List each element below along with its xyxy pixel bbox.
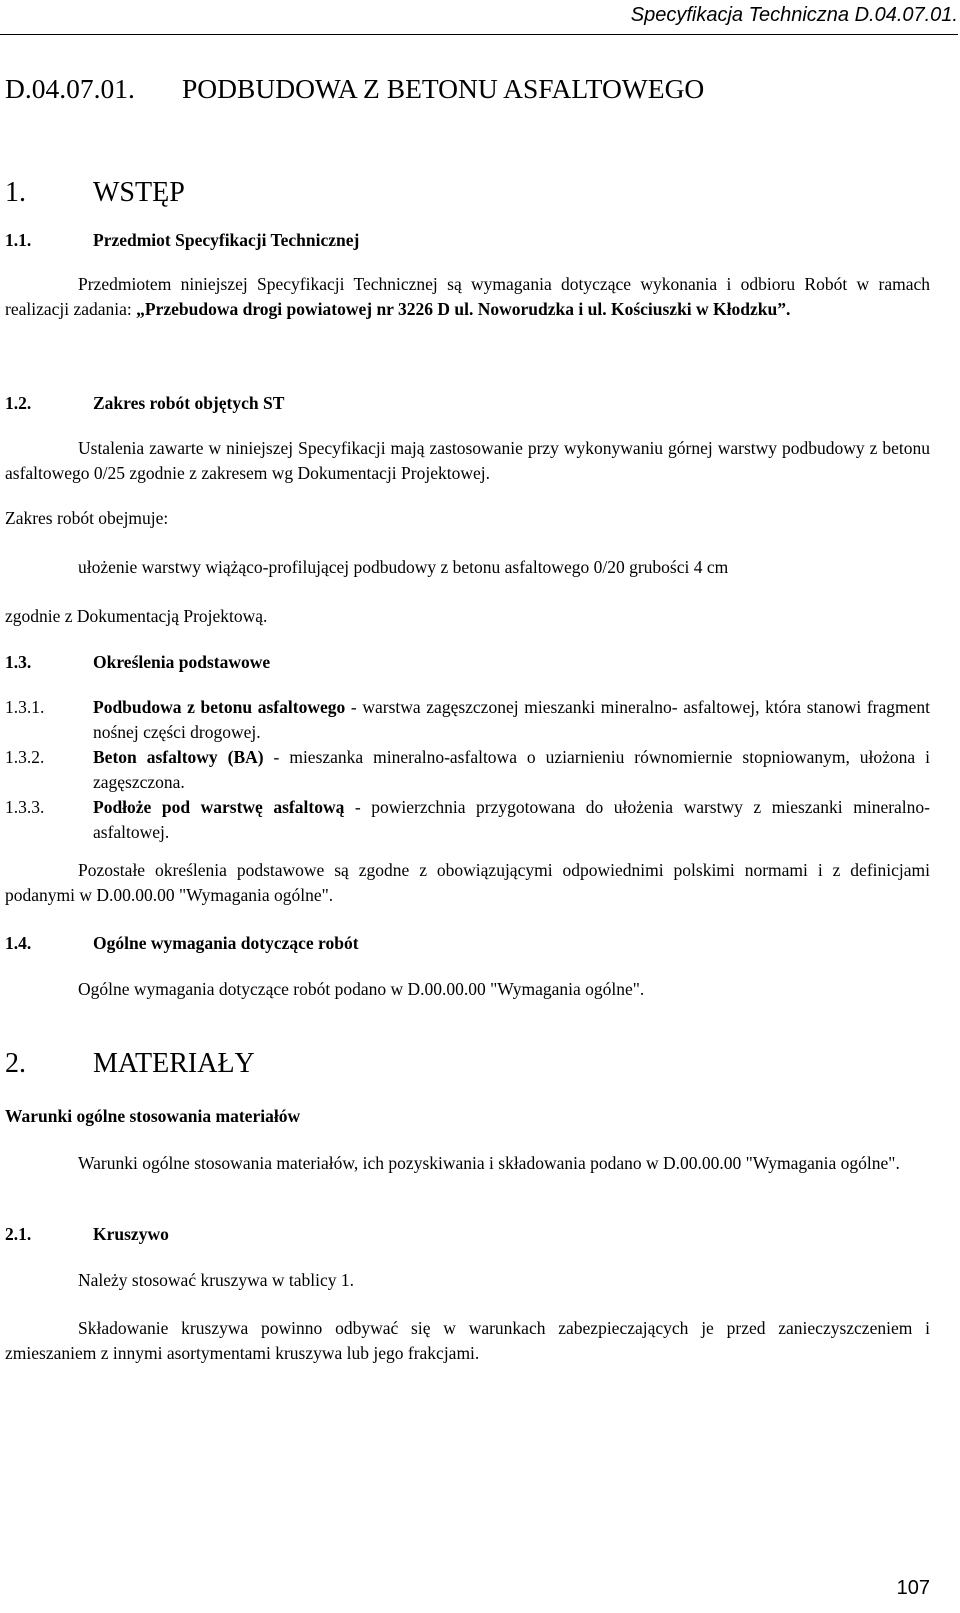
paragraph-text: Pozostałe określenia podstawowe są zgodne z obowiązującymi odpowiednimi polskimi normami i z definicjami podanymi w D.00.00.00 "Wymagania ogólne". (5, 860, 930, 905)
paragraph-text: Składowanie kruszywa powinno odbywać się w warunkach zabezpieczających je przed zanieczyszczeniem i zmieszaniem z innymi asortymentami kruszywa lub jego frakcjami. (5, 1318, 930, 1363)
definition-item (5, 695, 930, 745)
subsection-title: Ogólne wymagania dotyczące robót (93, 933, 359, 953)
paragraph-aggregate-storage (5, 1316, 930, 1366)
definition-text: - warstwa zagęszczonej mieszanki mineralno- asfaltowej, która stanowi fragment nośnej części drogowej. (93, 697, 930, 742)
paragraph-aggregate-use: Należy stosować kruszywa w tablicy 1. (78, 1270, 355, 1290)
paragraph-general-requirements: Ogólne wymagania dotyczące robót podano w D.00.00.00 "Wymagania ogólne". (78, 979, 645, 999)
paragraph-text: Warunki ogólne stosowania materiałów, ich pozyskiwania i składowania podano w D.00.00.00 "Wymagania ogólne". (78, 1153, 900, 1173)
definition-number: 1.3.2. (5, 747, 45, 767)
section-1-3-heading (5, 650, 960, 675)
paragraph-text: Ustalenia zawarte w niniejszej Specyfikacji mają zastosowanie przy wykonywaniu górnej warstwy podbudowy z betonu asfaltowego 0/25 zgodnie z zakresem wg Dokumentacji Projektowej. (5, 438, 930, 483)
paragraph-subject (5, 272, 930, 322)
definitions-list (5, 695, 930, 845)
subsection-title: Kruszywo (93, 1224, 169, 1244)
definition-number: 1.3.1. (5, 697, 45, 717)
definition-text: - mieszanka mineralno-asfaltowa o uziarnieniu równomiernie stopniowanym, ułożona i zagęszczona. (93, 747, 930, 792)
definition-number: 1.3.3. (5, 797, 45, 817)
page-header (0, 0, 958, 35)
definition-term: Podbudowa z betonu asfaltowego (93, 697, 346, 717)
section-1-heading (5, 176, 960, 210)
section-2-1-heading (5, 1222, 960, 1247)
subsection-number: 1.1. (5, 230, 32, 250)
subsection-title: Zakres robót objętych ST (93, 393, 285, 413)
materials-general-heading: Warunki ogólne stosowania materiałów (5, 1106, 301, 1126)
paragraph-scope-end: zgodnie z Dokumentacją Projektową. (5, 606, 268, 626)
section-number: 2. (5, 1048, 26, 1079)
definition-item (5, 795, 930, 845)
document-title (5, 72, 960, 106)
section-number: 1. (5, 177, 26, 208)
title-text: PODBUDOWA Z BETONU ASFALTOWEGO (182, 73, 705, 104)
subsection-number: 1.3. (5, 652, 32, 672)
section-1-2-heading (5, 391, 960, 416)
paragraph-text: Przedmiotem niniejszej Specyfikacji Technicznej są wymagania dotyczące wykonania i odbioru Robót w ramach realizacji zadania: (5, 274, 930, 319)
definition-text: - powierzchnia przygotowana do ułożenia warstwy z mieszanki mineralno-asfaltowej. (93, 797, 930, 842)
header-text: Specyfikacja Techniczna D.04.07.01. (630, 4, 958, 26)
paragraph-other-definitions (5, 858, 930, 908)
section-1-1-heading (5, 228, 960, 253)
subsection-number: 1.2. (5, 393, 32, 413)
definition-term: Beton asfaltowy (BA) (93, 747, 264, 767)
page-number: 107 (896, 1577, 930, 1599)
title-number: D.04.07.01. (5, 73, 135, 104)
subsection-number: 1.4. (5, 933, 32, 953)
definition-item (5, 745, 930, 795)
paragraph-scope-intro: Zakres robót obejmuje: (5, 508, 169, 528)
subsection-number: 2.1. (5, 1224, 32, 1244)
scope-item: ułożenie warstwy wiążąco-profilującej podbudowy z betonu asfaltowego 0/20 grubości 4 cm (78, 557, 729, 577)
definition-term: Podłoże pod warstwę asfaltową (93, 797, 345, 817)
section-title: MATERIAŁY (93, 1048, 255, 1079)
subsection-title: Określenia podstawowe (93, 652, 271, 672)
section-1-4-heading (5, 931, 960, 956)
section-2-heading (5, 1047, 960, 1081)
paragraph-materials-general (5, 1151, 930, 1176)
project-name: „Przebudowa drogi powiatowej nr 3226 D ul. Noworudzka i ul. Kościuszki w Kłodzku”. (136, 299, 791, 319)
subsection-title: Przedmiot Specyfikacji Technicznej (93, 230, 360, 250)
paragraph-scope (5, 436, 930, 486)
section-title: WSTĘP (93, 177, 185, 208)
